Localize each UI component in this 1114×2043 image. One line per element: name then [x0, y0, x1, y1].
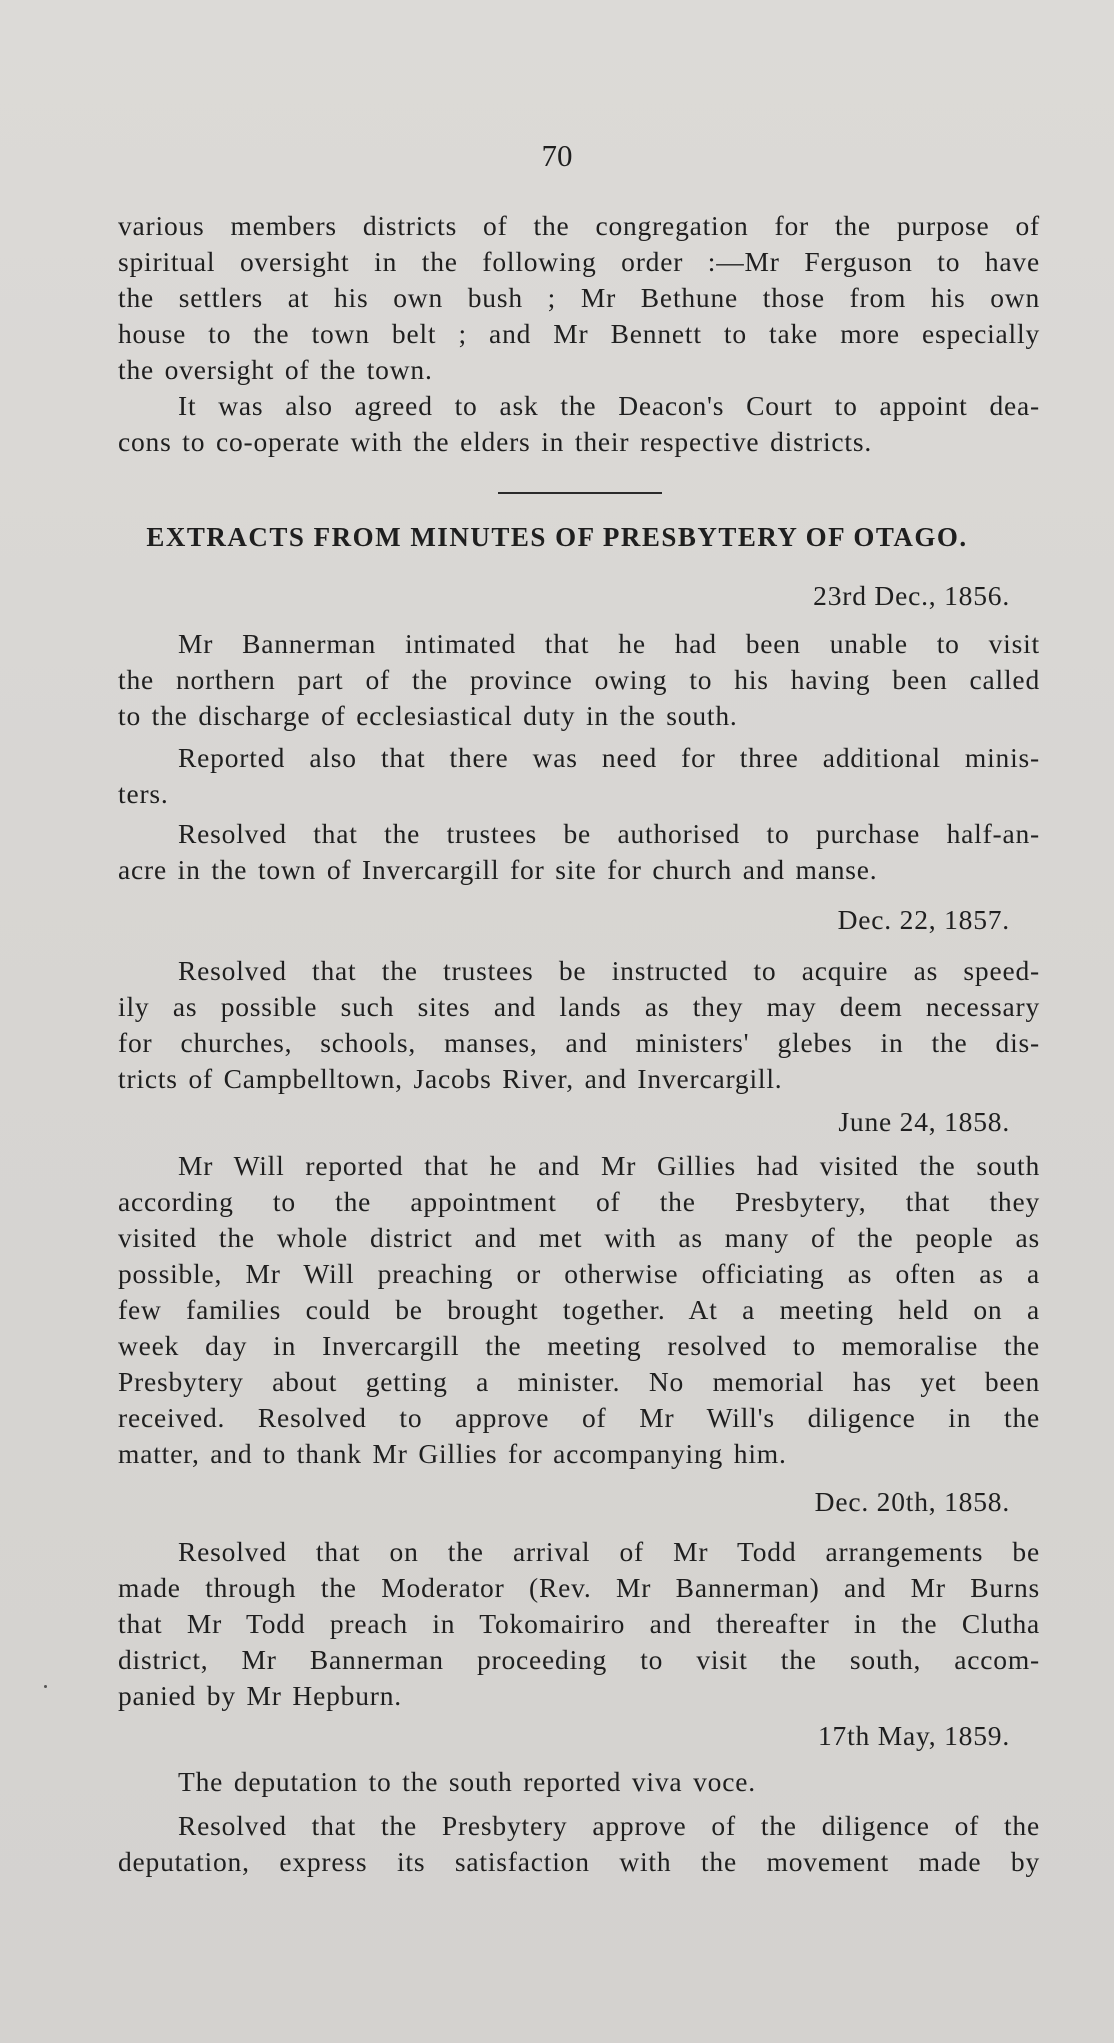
- text-line: deputation, express its satisfaction with the movement made by: [118, 1846, 1040, 1877]
- text-line: acre in the town of Invercargill for site for church and manse.: [118, 854, 878, 885]
- intro-paragraph-deacons: [118, 388, 1040, 460]
- section-heading: EXTRACTS FROM MINUTES OF PRESBYTERY OF OTAGO.: [146, 522, 968, 552]
- text-line: the settlers at his own bush ; Mr Bethune those from his own: [118, 282, 1040, 313]
- text-line: week day in Invercargill the meeting resolved to memoralise the: [118, 1330, 1040, 1361]
- text-line: made through the Moderator (Rev. Mr Bannerman) and Mr Burns: [118, 1572, 1040, 1603]
- entry-date: 23rd Dec., 1856.: [813, 580, 1010, 611]
- entry-paragraph: [118, 1808, 1040, 1880]
- text-line: Presbytery about getting a minister. No memorial has yet been: [118, 1366, 1040, 1397]
- text-line: It was also agreed to ask the Deacon's Court to appoint dea-: [178, 390, 1040, 421]
- entry-paragraph: [118, 1534, 1040, 1714]
- text-line: for churches, schools, manses, and ministers' glebes in the dis-: [118, 1027, 1040, 1058]
- text-line: ily as possible such sites and lands as they may deem necessary: [118, 991, 1040, 1022]
- text-line: ters.: [118, 778, 169, 809]
- text-line: district, Mr Bannerman proceeding to visit the south, accom-: [118, 1644, 1040, 1675]
- text-line: house to the town belt ; and Mr Bennett to take more especially: [118, 318, 1040, 349]
- entry-paragraph: [118, 740, 1040, 812]
- entry-paragraph: [118, 626, 1040, 734]
- text-line: Resolved that the trustees be authorised to purchase half-an-: [178, 818, 1040, 849]
- entry-date: June 24, 1858.: [838, 1106, 1010, 1137]
- entry-paragraph: [118, 1148, 1040, 1472]
- section-divider: [498, 492, 662, 494]
- entry-date: Dec. 22, 1857.: [837, 904, 1010, 935]
- text-line: visited the whole district and met with as many of the people as: [118, 1222, 1040, 1253]
- text-line: Resolved that the trustees be instructed to acquire as speed-: [178, 955, 1040, 986]
- entry-date: 17th May, 1859.: [817, 1720, 1010, 1751]
- text-line: few families could be brought together. At a meeting held on a: [118, 1294, 1040, 1325]
- text-line: panied by Mr Hepburn.: [118, 1680, 402, 1711]
- text-line: possible, Mr Will preaching or otherwise officiating as often as a: [118, 1258, 1040, 1289]
- text-line: spiritual oversight in the following order :—Mr Ferguson to have: [118, 246, 1040, 277]
- paper-speck: [44, 1685, 47, 1688]
- text-line: various members districts of the congregation for the purpose of: [118, 210, 1040, 241]
- entry-date: Dec. 20th, 1858.: [814, 1486, 1010, 1517]
- text-line: to the discharge of ecclesiastical duty in the south.: [118, 700, 738, 731]
- text-line: that Mr Todd preach in Tokomairiro and thereafter in the Clutha: [118, 1608, 1040, 1639]
- entry-paragraph: [118, 1764, 1040, 1800]
- entry-paragraph: [118, 953, 1040, 1097]
- text-line: received. Resolved to approve of Mr Will's diligence in the: [118, 1402, 1040, 1433]
- text-line: according to the appointment of the Presbytery, that they: [118, 1186, 1040, 1217]
- text-line: the oversight of the town.: [118, 354, 433, 385]
- text-line: Resolved that on the arrival of Mr Todd arrangements be: [178, 1536, 1040, 1567]
- text-line: matter, and to thank Mr Gillies for accompanying him.: [118, 1438, 787, 1469]
- text-line: cons to co-operate with the elders in their respective districts.: [118, 426, 873, 457]
- text-line: tricts of Campbelltown, Jacobs River, and Invercargill.: [118, 1063, 783, 1094]
- intro-paragraph: [118, 208, 1040, 388]
- page-number: 70: [541, 138, 573, 173]
- text-line: Resolved that the Presbytery approve of the diligence of the: [178, 1810, 1040, 1841]
- entry-paragraph: [118, 816, 1040, 888]
- text-line: The deputation to the south reported viva voce.: [178, 1766, 756, 1797]
- text-line: Mr Will reported that he and Mr Gillies had visited the south: [178, 1150, 1040, 1181]
- text-line: Mr Bannerman intimated that he had been unable to visit: [178, 628, 1040, 659]
- text-line: Reported also that there was need for three additional minis-: [178, 742, 1040, 773]
- text-line: the northern part of the province owing to his having been called: [118, 664, 1040, 695]
